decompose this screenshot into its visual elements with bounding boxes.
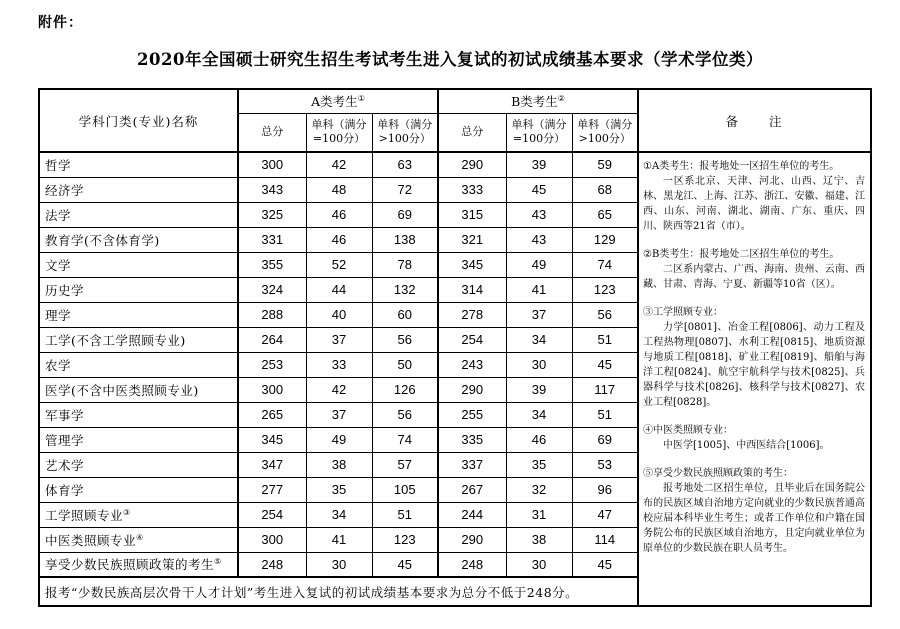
score-cell: 31 xyxy=(506,502,572,527)
score-cell: 248 xyxy=(238,552,306,577)
score-cell: 314 xyxy=(438,277,506,302)
subject-name-cell: 艺术学 xyxy=(39,452,238,477)
score-cell: 355 xyxy=(238,252,306,277)
score-cell: 105 xyxy=(372,477,438,502)
score-cell: 300 xyxy=(238,377,306,402)
score-cell: 46 xyxy=(306,227,372,252)
subject-name-cell: 农学 xyxy=(39,352,238,377)
score-cell: 41 xyxy=(306,527,372,552)
score-cell: 43 xyxy=(506,202,572,227)
column-header-notes: 备 注 xyxy=(638,89,871,152)
note-body: 中医学[1005]、中西医结合[1006]。 xyxy=(663,440,830,451)
notes-cell xyxy=(638,152,871,606)
footer-note: 报考“少数民族高层次骨干人才计划”考生进入复试的初试成绩基本要求为总分不低于248分。 xyxy=(39,577,638,606)
subject-name-cell: 工学(不含工学照顾专业) xyxy=(39,327,238,352)
score-cell: 132 xyxy=(372,277,438,302)
score-cell: 43 xyxy=(506,227,572,252)
score-cell: 114 xyxy=(572,527,638,552)
column-header-a-total: 总分 xyxy=(238,113,306,152)
score-cell: 46 xyxy=(306,202,372,227)
score-cell: 123 xyxy=(372,527,438,552)
score-cell: 129 xyxy=(572,227,638,252)
group-a-superscript: ① xyxy=(357,94,365,104)
group-b-label: B类考生 xyxy=(511,94,558,110)
score-cell: 96 xyxy=(572,477,638,502)
score-cell: 65 xyxy=(572,202,638,227)
score-cell: 34 xyxy=(506,402,572,427)
subject-name-cell: 文学 xyxy=(39,252,238,277)
subject-name-cell: 哲学 xyxy=(39,152,238,177)
subject-name-cell: 军事学 xyxy=(39,402,238,427)
score-cell: 48 xyxy=(306,177,372,202)
score-cell: 335 xyxy=(438,427,506,452)
score-cell: 74 xyxy=(572,252,638,277)
note-block xyxy=(643,247,865,292)
score-cell: 138 xyxy=(372,227,438,252)
score-cell: 288 xyxy=(238,302,306,327)
subject-name-cell: 管理学 xyxy=(39,427,238,452)
score-cell: 51 xyxy=(572,402,638,427)
score-cell: 126 xyxy=(372,377,438,402)
score-cell: 345 xyxy=(438,252,506,277)
score-cell: 57 xyxy=(372,452,438,477)
subject-superscript: ④ xyxy=(136,532,144,542)
score-cell: 278 xyxy=(438,302,506,327)
score-cell: 30 xyxy=(506,352,572,377)
column-header-a-single100: 单科（满分=100分） xyxy=(306,113,372,152)
score-cell: 51 xyxy=(372,502,438,527)
column-header-b-single100: 单科（满分=100分） xyxy=(506,113,572,152)
subject-name-cell: 法学 xyxy=(39,202,238,227)
column-header-subject: 学科门类(专业)名称 xyxy=(39,89,238,152)
score-cell: 333 xyxy=(438,177,506,202)
table-body xyxy=(39,152,871,606)
subject-name-cell: 体育学 xyxy=(39,477,238,502)
score-cell: 69 xyxy=(572,427,638,452)
header-group-row xyxy=(39,89,871,113)
score-cell: 347 xyxy=(238,452,306,477)
group-a-label: A类考生 xyxy=(311,94,358,110)
score-cell: 56 xyxy=(572,302,638,327)
note-heading: ③工学照顾专业： xyxy=(643,307,724,318)
subject-name-cell: 医学(不含中医类照顾专业) xyxy=(39,377,238,402)
score-cell: 35 xyxy=(306,477,372,502)
score-cell: 37 xyxy=(306,327,372,352)
score-cell: 45 xyxy=(372,552,438,577)
subject-name-cell: 经济学 xyxy=(39,177,238,202)
score-cell: 68 xyxy=(572,177,638,202)
score-cell: 337 xyxy=(438,452,506,477)
score-cell: 324 xyxy=(238,277,306,302)
score-cell: 32 xyxy=(506,477,572,502)
score-cell: 30 xyxy=(506,552,572,577)
subject-name-cell: 中医类照顾专业④ xyxy=(39,527,238,552)
score-cell: 315 xyxy=(438,202,506,227)
note-body: 一区系北京、天津、河北、山西、辽宁、吉林、黑龙江、上海、江苏、浙江、安徽、福建、江西、山东、河南、湖北、湖南、广东、重庆、四川、陕西等21省（市）。 xyxy=(643,176,866,232)
score-cell: 42 xyxy=(306,377,372,402)
score-cell: 53 xyxy=(572,452,638,477)
score-requirements-table xyxy=(38,88,872,607)
score-cell: 345 xyxy=(238,427,306,452)
score-cell: 44 xyxy=(306,277,372,302)
score-cell: 39 xyxy=(506,152,572,177)
score-cell: 56 xyxy=(372,327,438,352)
table-row xyxy=(39,152,871,177)
note-block xyxy=(643,159,865,234)
subject-name-cell: 理学 xyxy=(39,302,238,327)
score-cell: 290 xyxy=(438,377,506,402)
score-cell: 290 xyxy=(438,527,506,552)
column-group-b xyxy=(438,89,638,113)
score-cell: 321 xyxy=(438,227,506,252)
note-block xyxy=(643,466,865,556)
score-cell: 300 xyxy=(238,527,306,552)
score-cell: 267 xyxy=(438,477,506,502)
score-cell: 72 xyxy=(372,177,438,202)
score-cell: 46 xyxy=(506,427,572,452)
score-cell: 52 xyxy=(306,252,372,277)
note-block xyxy=(643,305,865,410)
score-cell: 40 xyxy=(306,302,372,327)
score-cell: 264 xyxy=(238,327,306,352)
score-cell: 343 xyxy=(238,177,306,202)
subject-name-cell: 历史学 xyxy=(39,277,238,302)
score-cell: 254 xyxy=(438,327,506,352)
score-cell: 265 xyxy=(238,402,306,427)
note-block xyxy=(643,423,865,453)
score-cell: 60 xyxy=(372,302,438,327)
score-cell: 300 xyxy=(238,152,306,177)
score-cell: 38 xyxy=(306,452,372,477)
score-cell: 331 xyxy=(238,227,306,252)
score-cell: 74 xyxy=(372,427,438,452)
column-header-a-singlegt100: 单科（满分>100分） xyxy=(372,113,438,152)
score-cell: 255 xyxy=(438,402,506,427)
score-cell: 63 xyxy=(372,152,438,177)
score-cell: 37 xyxy=(306,402,372,427)
subject-name-cell: 工学照顾专业③ xyxy=(39,502,238,527)
column-group-a xyxy=(238,89,438,113)
score-cell: 277 xyxy=(238,477,306,502)
score-cell: 244 xyxy=(438,502,506,527)
score-cell: 117 xyxy=(572,377,638,402)
score-cell: 34 xyxy=(506,327,572,352)
score-cell: 45 xyxy=(572,552,638,577)
score-cell: 51 xyxy=(572,327,638,352)
note-body: 报考地处二区招生单位，且毕业后在国务院公布的民族区域自治地方定向就业的少数民族普通高校应届本科毕业生考生；或者工作单位和户籍在国务院公布的民族区域自治地方，且定向就业单位为原单位的少数民族在职人员考生。 xyxy=(643,483,866,554)
score-cell: 253 xyxy=(238,352,306,377)
score-cell: 42 xyxy=(306,152,372,177)
page-title: 2020年全国硕士研究生招生考试考生进入复试的初试成绩基本要求（学术学位类） xyxy=(137,50,763,69)
score-cell: 35 xyxy=(506,452,572,477)
subject-name-cell: 享受少数民族照顾政策的考生⑤ xyxy=(39,552,238,577)
score-cell: 59 xyxy=(572,152,638,177)
score-cell: 47 xyxy=(572,502,638,527)
score-cell: 39 xyxy=(506,377,572,402)
score-cell: 45 xyxy=(572,352,638,377)
score-cell: 123 xyxy=(572,277,638,302)
note-body: 二区系内蒙古、广西、海南、贵州、云南、西藏、甘肃、青海、宁夏、新疆等10省（区）。 xyxy=(643,264,866,290)
score-cell: 33 xyxy=(306,352,372,377)
score-cell: 45 xyxy=(506,177,572,202)
note-body: 力学[0801]、冶金工程[0806]、动力工程及工程热物理[0807]、水利工程[0815]、地质资源与地质工程[0818]、矿业工程[0819]、船舶与海洋工程[0824]、航空宇航科学与技术[0825]、兵器科学与技术[0826]、核科学与技术[0827]、农业工程[0828]。 xyxy=(643,322,866,408)
subject-name-cell: 教育学(不含体育学) xyxy=(39,227,238,252)
subject-superscript: ⑤ xyxy=(214,557,222,567)
score-cell: 49 xyxy=(506,252,572,277)
score-cell: 41 xyxy=(506,277,572,302)
score-cell: 56 xyxy=(372,402,438,427)
score-cell: 290 xyxy=(438,152,506,177)
score-cell: 34 xyxy=(306,502,372,527)
score-cell: 248 xyxy=(438,552,506,577)
score-cell: 37 xyxy=(506,302,572,327)
attachment-label: 附件： xyxy=(38,15,83,31)
score-cell: 50 xyxy=(372,352,438,377)
subject-superscript: ③ xyxy=(123,507,131,517)
score-cell: 243 xyxy=(438,352,506,377)
column-header-b-total: 总分 xyxy=(438,113,506,152)
score-cell: 78 xyxy=(372,252,438,277)
group-b-superscript: ② xyxy=(557,94,565,104)
note-heading: ④中医类照顾专业： xyxy=(643,425,734,436)
score-cell: 49 xyxy=(306,427,372,452)
column-header-b-singlegt100: 单科（满分>100分） xyxy=(572,113,638,152)
note-heading: ⑤享受少数民族照顾政策的考生： xyxy=(643,468,794,479)
note-heading: ②B类考生：报考地处二区招生单位的考生。 xyxy=(643,249,840,260)
score-cell: 30 xyxy=(306,552,372,577)
note-heading: ①A类考生：报考地处一区招生单位的考生。 xyxy=(643,161,840,172)
score-cell: 38 xyxy=(506,527,572,552)
score-cell: 325 xyxy=(238,202,306,227)
score-cell: 69 xyxy=(372,202,438,227)
score-cell: 254 xyxy=(238,502,306,527)
